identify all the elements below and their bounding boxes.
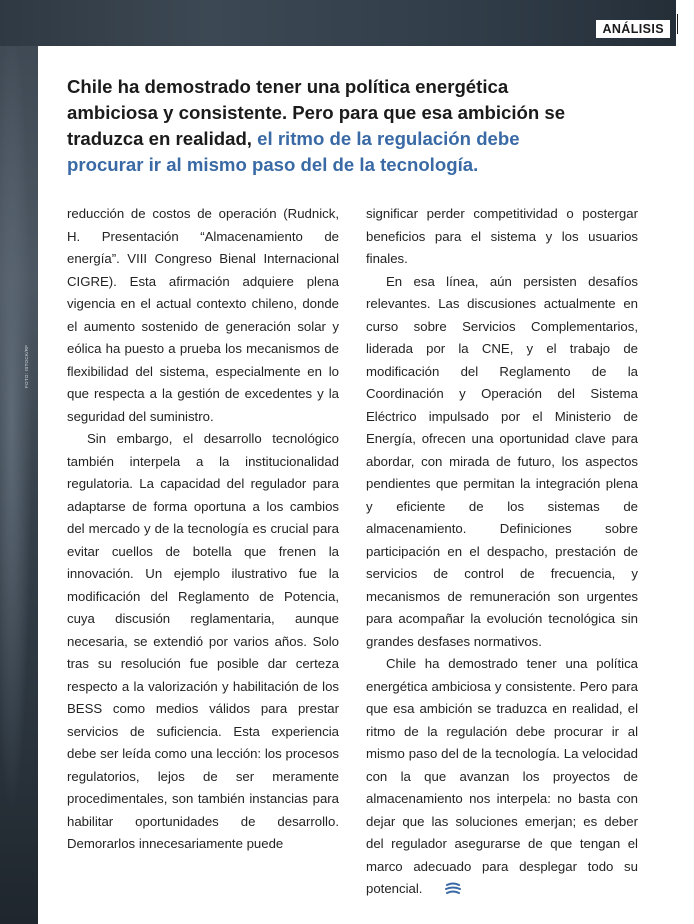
paragraph: En esa línea, aún persisten desafíos relevantes. Las discusiones actualmente en curso sobre Servicios Complementarios, liderada por la CNE, y el trabajo de modificación del Reglamento de la Coordinación y Operación del Sistema Eléctrico impulsado por el Ministerio de Energía, ofrecen una oportunidad clave para abordar, con mirada de futuro, los aspectos pendientes que permitan la integración plena y eficiente de los sistemas de almacenamiento. Definiciones sobre participación en el despacho, prestación de servicios de control de frecuencia, y mecanismos de remuneración son urgentes para acompañar la evolución tecnológica sin grandes desfases normativos. <box>366 273 638 649</box>
end-of-article-icon <box>425 881 461 904</box>
article-column-left <box>67 203 339 856</box>
paragraph-text: Chile ha demostrado tener una política energética ambiciosa y consistente. Pero para que esa ambición se traduzca en realidad, el ritmo de la regulación debe procurar ir al mismo paso del de la tecnología. La velocidad con la que avanzan los proyectos de almacenamiento nos interpela: no basta con dejar que las soluciones emerjan; es deber del regulador asegurarse de que tengan el marco adecuado para desplegar todo su potencial. <box>366 656 638 896</box>
paragraph-final <box>366 653 638 904</box>
pull-quote-headline <box>67 74 567 178</box>
page-margin-right <box>676 0 694 924</box>
article-column-right <box>366 203 638 904</box>
background-photo-top <box>0 0 694 46</box>
section-label: ANÁLISIS <box>596 20 670 38</box>
photo-credit: FOTO: ISTOCK/RF <box>24 344 29 388</box>
paragraph: Sin embargo, el desarrollo tecnológico también interpela a la institucionalidad regulatoria. La capacidad del regulador para adaptarse de forma oportuna a los cambios del mercado y de la tecnología es crucial para evitar cuellos de botella que frenen la innovación. Un ejemplo ilustrativo fue la modificación del Reglamento de Potencia, cuya discusión reglamentaria, aunque necesaria, se extendió por varios años. Solo tras su resolución fue posible dar certeza respecto a la valorización y habilitación de los BESS como medios válidos para prestar servicios de suficiencia. Esta experiencia debe ser leída como una lección: los procesos regulatorios, lejos de ser meramente procedimentales, son también instancias para habilitar oportunidades de desarrollo. Demorarlos innecesariamente puede <box>67 431 339 851</box>
headline-main: Chile ha demostrado tener una política energética ambiciosa y consistente. Pero para que esa ambición se traduzca en realidad, <box>67 76 566 149</box>
headline-highlight: el ritmo de la regulación debe procurar ir al mismo paso del de la tecnología. <box>67 128 520 175</box>
background-photo <box>0 0 38 924</box>
paragraph: reducción de costos de operación (Rudnick, H. Presentación “Almacenamiento de energía”. VIII Congreso Bienal Internacional CIGRE). Esta afirmación adquiere plena vigencia en el actual contexto chileno, donde el aumento sostenido de generación solar y eólica ha puesto a prueba los mecanismos de flexibilidad del sistema, especialmente en lo que respecta a la gestión de excedentes y la seguridad del suministro. <box>67 206 339 424</box>
section-divider <box>677 14 678 34</box>
article-page <box>38 46 676 924</box>
paragraph: significar perder competitividad o postergar beneficios para el sistema y los usuarios finales. <box>366 206 638 266</box>
